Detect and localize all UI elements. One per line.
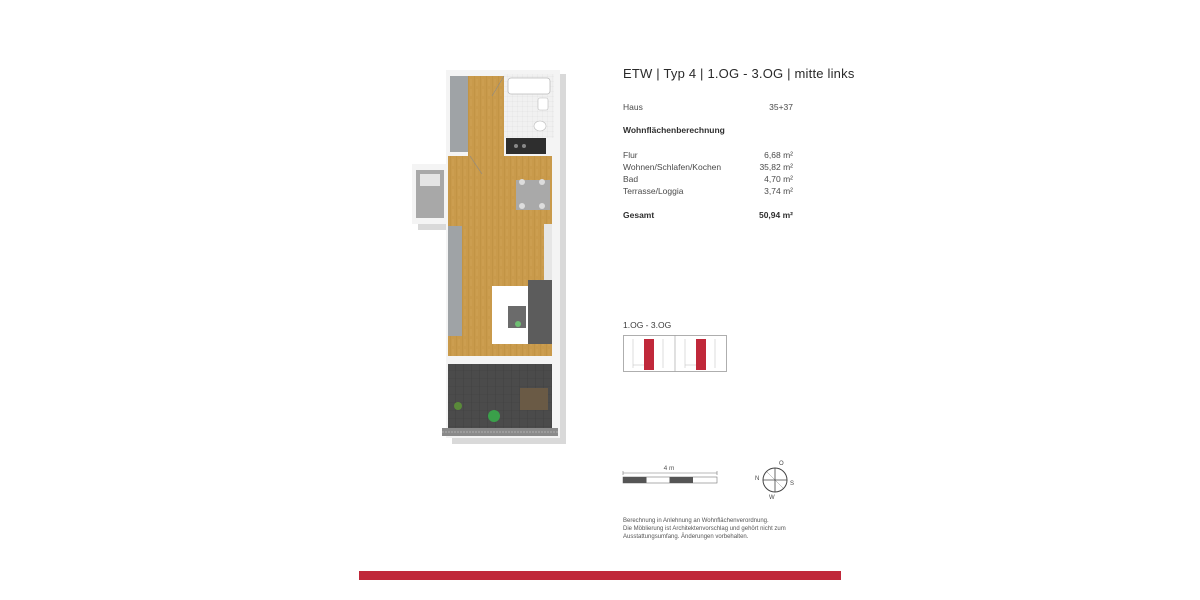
- compass-letter: S: [790, 481, 795, 487]
- keyplan-highlight: [696, 339, 706, 370]
- disclaimer-line: Die Möblierung ist Architektenvorschlag und gehört nicht zum: [623, 525, 786, 532]
- total-value: 50,94 m²: [758, 210, 793, 220]
- haus-label: Haus: [623, 102, 643, 112]
- haus-row: [623, 102, 793, 112]
- keyplan-highlight: [644, 339, 654, 370]
- compass-letter: W: [769, 495, 775, 501]
- area-row-flur: [623, 150, 793, 160]
- page-title: ETW | Typ 4 | 1.OG - 3.OG | mitte links: [623, 66, 855, 81]
- north-arrow-icon: [752, 458, 798, 502]
- area-row-wohnen: [623, 162, 793, 172]
- haus-value: 35+37: [769, 102, 793, 112]
- compass-letter: O: [779, 461, 784, 467]
- compass-letter: N: [755, 476, 760, 482]
- area-value: 6,68 m²: [764, 150, 793, 160]
- area-value: 35,82 m²: [759, 162, 793, 172]
- disclaimer: [623, 518, 813, 541]
- floor-plan-image: [408, 66, 568, 446]
- disclaimer-line: Berechnung in Anlehnung an Wohnflächenverordnung.: [623, 518, 769, 524]
- scale-bar: [622, 462, 718, 486]
- area-heading: Wohnflächenberechnung: [623, 125, 725, 135]
- area-label: Wohnen/Schlafen/Kochen: [623, 162, 722, 172]
- area-label: Bad: [623, 174, 639, 184]
- area-total-row: [623, 210, 793, 220]
- footer-accent-bar: [359, 571, 841, 580]
- floor-label: 1.OG - 3.OG: [623, 320, 672, 330]
- area-value: 3,74 m²: [764, 186, 793, 196]
- key-plan-image: [623, 335, 727, 373]
- area-row-bad: [623, 174, 793, 184]
- area-label: Flur: [623, 150, 638, 160]
- area-label: Terrasse/Loggia: [623, 186, 684, 196]
- area-row-terrasse: [623, 186, 793, 196]
- scale-label: 4 m: [663, 465, 675, 472]
- disclaimer-line: Ausstattungsumfang. Änderungen vorbehalten.: [623, 533, 749, 540]
- total-label: Gesamt: [623, 210, 655, 220]
- area-value: 4,70 m²: [764, 174, 793, 184]
